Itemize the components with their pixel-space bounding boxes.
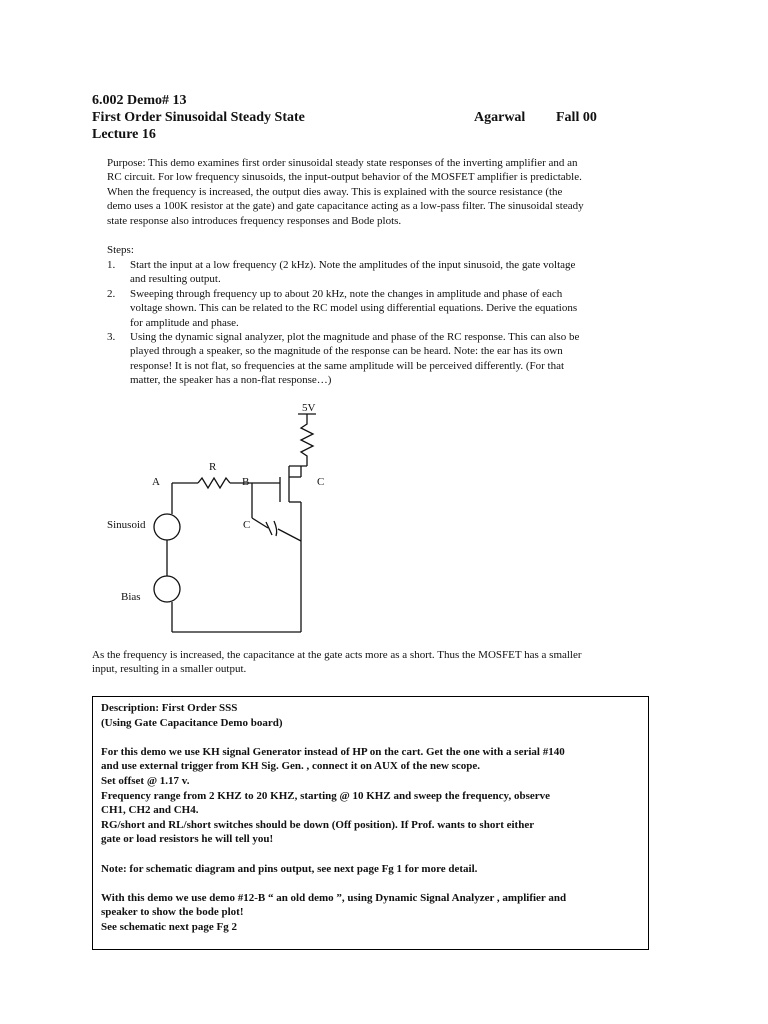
- desc-gap: [101, 847, 640, 862]
- desc-line: Note: for schematic diagram and pins output, see next page Fg 1 for more detail.: [101, 862, 478, 875]
- description-box: [92, 696, 649, 950]
- step-line: Using the dynamic signal analyzer, plot the magnitude and phase of the RC response. This can also be: [130, 331, 580, 344]
- desc-line: For this demo we use KH signal Generator instead of HP on the cart. Get the one with a serial #140: [101, 745, 565, 758]
- page-subtitle: First Order Sinusoidal Steady State: [92, 110, 305, 125]
- circuit-schematic: [0, 390, 768, 650]
- conclusion-line: input, resulting in a smaller output.: [92, 663, 247, 676]
- step-line: response! It is not flat, so frequencies at the same amplitude will be perceived differently. (For that: [130, 359, 565, 372]
- desc-line: gate or load resistors he will tell you!: [101, 833, 274, 846]
- sinusoid-label: Sinusoid: [107, 519, 146, 531]
- step-line: matter, the speaker has a non-flat response…): [130, 374, 332, 387]
- author-name: Agarwal: [474, 110, 526, 125]
- supply-label: 5V: [302, 402, 316, 414]
- node-a-label: A: [152, 476, 160, 488]
- sinusoid-source: [154, 514, 180, 540]
- purpose-paragraph: [107, 156, 667, 228]
- purpose-line: state response also introduces frequency responses and Bode plots.: [107, 214, 402, 227]
- demo-title: 6.002 Demo# 13: [92, 93, 187, 108]
- term-label: Fall 00: [556, 110, 597, 125]
- desc-line: RG/short and RL/short switches should be down (Off position). If Prof. wants to short either: [101, 818, 535, 831]
- desc-line: speaker to show the bode plot!: [101, 906, 244, 919]
- step-number: 2.: [107, 287, 116, 300]
- pullup-resistor: [301, 414, 313, 466]
- conclusion-paragraph: [92, 648, 672, 677]
- cap-plate-2: [274, 521, 277, 536]
- step-line: Start the input at a low frequency (2 kHz). Note the amplitudes of the input sinusoid, the gate voltage: [130, 259, 576, 271]
- desc-gap: [101, 876, 640, 891]
- conclusion-line: As the frequency is increased, the capacitance at the gate acts more as a short. Thus the MOSFET has a smaller: [92, 649, 582, 661]
- node-b-label: B: [242, 476, 250, 488]
- desc-gap: [101, 730, 640, 745]
- cap-wire-diag: [252, 518, 268, 528]
- gate-resistor: [198, 478, 230, 488]
- cap-plate-1: [266, 522, 272, 535]
- step-item: [107, 330, 667, 388]
- node-c-label: C: [317, 476, 325, 488]
- bias-label: Bias: [121, 591, 141, 603]
- desc-line: and use external trigger from KH Sig. Gen. , connect it on AUX of the new scope.: [101, 760, 481, 773]
- desc-line: Description: First Order SSS: [101, 702, 238, 714]
- steps-heading: Steps:: [107, 244, 134, 256]
- desc-line: Set offset @ 1.17 v.: [101, 774, 190, 787]
- step-number: 3.: [107, 331, 116, 344]
- resistor-label: R: [209, 461, 217, 473]
- desc-line: See schematic next page Fg 2: [101, 920, 237, 933]
- bias-source: [154, 576, 180, 602]
- desc-line: (Using Gate Capacitance Demo board): [101, 716, 283, 729]
- step-line: for amplitude and phase.: [130, 316, 239, 329]
- cap-to-source: [278, 529, 301, 541]
- step-number: 1.: [107, 259, 116, 271]
- step-line: played through a speaker, so the magnitude of the response can be heard. Note: the ear has its own: [130, 345, 563, 358]
- step-line: voltage shown. This can be related to the RC model using differential equations. Derive the equations: [130, 302, 578, 315]
- desc-line: With this demo we use demo #12-B “ an old demo ”, using Dynamic Signal Analyzer , amplifier and: [101, 891, 567, 904]
- purpose-line: demo uses a 100K resistor at the gate) and gate capacitance acting as a low-pass filter. The sinusoidal steady: [107, 200, 584, 213]
- steps-list: [107, 258, 667, 388]
- step-item: [107, 287, 667, 330]
- step-line: Sweeping through frequency up to about 20 kHz, note the changes in amplitude and phase of each: [130, 287, 563, 300]
- step-line: and resulting output.: [130, 273, 221, 286]
- step-item: [107, 258, 667, 287]
- purpose-line: When the frequency is increased, the output dies away. This is explained with the source resistance (the: [107, 185, 563, 198]
- lecture-label: Lecture 16: [92, 127, 156, 142]
- capacitor-label: C: [243, 519, 251, 531]
- desc-line: Frequency range from 2 KHZ to 20 KHZ, starting @ 10 KHZ and sweep the frequency, observe: [101, 789, 550, 802]
- desc-line: CH1, CH2 and CH4.: [101, 804, 199, 817]
- purpose-line: RC circuit. For low frequency sinusoids, the input-output behavior of the MOSFET amplifier is predictable.: [107, 171, 582, 184]
- purpose-line: Purpose: This demo examines first order sinusoidal steady state responses of the inverting amplifier and an: [107, 157, 578, 169]
